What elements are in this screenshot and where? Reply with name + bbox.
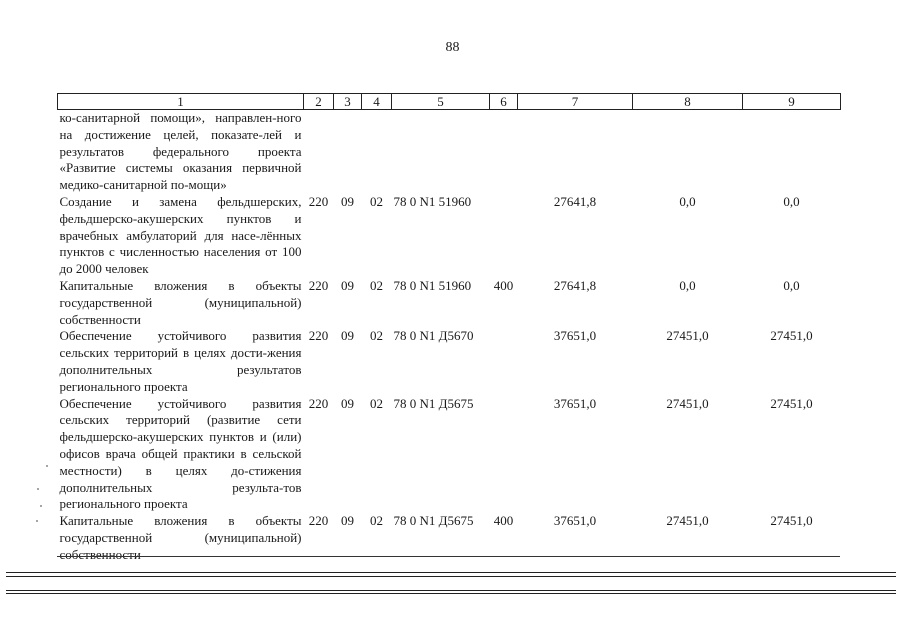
cell-rz: 09 <box>341 513 354 529</box>
cell-vr: 400 <box>493 513 514 529</box>
cell-csr: 78 0 N1 Д5675 <box>393 395 474 411</box>
column-header: 8 <box>633 94 743 110</box>
cell-vr <box>490 194 518 278</box>
horizontal-rule <box>6 576 896 577</box>
cell-amount-8: 0,0 <box>679 193 696 209</box>
cell-vr <box>490 328 518 395</box>
cell-rz: 09 <box>341 193 354 209</box>
cell-amount-8: 27451,0 <box>666 513 709 529</box>
cell-csr: 78 0 N1 51960 <box>393 193 472 209</box>
cell-amount-9 <box>743 110 841 194</box>
column-header: 7 <box>518 94 633 110</box>
row-name: Капитальные вложения в объекты государственной (муниципальной) собственности <box>59 513 302 562</box>
cell-csr <box>392 110 490 194</box>
budget-table <box>57 93 841 564</box>
cell-amount-7: 27641,8 <box>553 277 597 293</box>
table-row <box>58 328 841 395</box>
cell-amount-7: 37651,0 <box>553 395 597 411</box>
column-header: 1 <box>58 94 304 110</box>
cell-amount-9: 27451,0 <box>770 328 813 344</box>
cell-amount-8: 27451,0 <box>666 395 709 411</box>
cell-ved: 220 <box>308 193 329 209</box>
cell-ved <box>304 110 334 194</box>
cell-vr: 400 <box>493 277 514 293</box>
cell-pr: 02 <box>370 277 383 293</box>
row-name: Создание и замена фельдшерских, фельдшерско-акушерских пунктов и врачебных амбулаторий для насе-лённых пунктов с численностью населения от 100 до 2000 человек <box>59 193 302 277</box>
row-name: Капитальные вложения в объекты государственной (муниципальной) собственности <box>59 277 302 327</box>
cell-pr: 02 <box>370 328 383 344</box>
horizontal-rule <box>6 593 896 594</box>
column-header: 4 <box>362 94 392 110</box>
cell-ved: 220 <box>308 277 329 293</box>
cell-rz: 09 <box>341 395 354 411</box>
cell-csr: 78 0 N1 51960 <box>393 277 472 293</box>
cell-rz: 09 <box>341 328 354 344</box>
strike-line <box>57 556 840 557</box>
row-name: Обеспечение устойчивого развития сельских территорий (развитие сети фельдшерско-акушерских пунктов и (или) офисов врача общей практики в сельской местности) в целях до-стижения дополнительных результа-тов регионального проекта <box>59 395 302 512</box>
scan-speck <box>37 488 39 490</box>
table-row <box>58 278 841 328</box>
horizontal-rule <box>6 572 896 573</box>
page-number: 88 <box>445 40 460 55</box>
column-header: 2 <box>304 94 334 110</box>
column-header: 5 <box>392 94 490 110</box>
cell-rz: 09 <box>341 277 354 293</box>
cell-pr: 02 <box>370 395 383 411</box>
table-row <box>58 110 841 194</box>
table-row <box>58 396 841 514</box>
cell-amount-7: 37651,0 <box>553 328 597 344</box>
cell-pr: 02 <box>370 193 383 209</box>
cell-ved: 220 <box>308 513 329 529</box>
cell-amount-7: 27641,8 <box>553 193 597 209</box>
column-header: 6 <box>490 94 518 110</box>
scan-speck <box>36 520 38 522</box>
cell-amount-9: 0,0 <box>783 277 800 293</box>
cell-amount-8 <box>633 110 743 194</box>
scan-speck <box>46 465 48 467</box>
table-row <box>58 194 841 278</box>
cell-amount-9: 27451,0 <box>770 513 813 529</box>
cell-vr <box>490 396 518 514</box>
cell-pr: 02 <box>370 513 383 529</box>
column-header: 3 <box>334 94 362 110</box>
cell-vr <box>490 110 518 194</box>
cell-amount-7 <box>518 110 633 194</box>
cell-csr: 78 0 N1 Д5675 <box>393 513 474 529</box>
horizontal-rule <box>6 590 896 591</box>
header-row <box>58 94 841 110</box>
scan-speck <box>40 505 42 507</box>
cell-pr <box>362 110 392 194</box>
cell-ved: 220 <box>308 328 329 344</box>
cell-amount-9: 0,0 <box>783 193 800 209</box>
cell-rz <box>334 110 362 194</box>
cell-amount-8: 27451,0 <box>666 328 709 344</box>
row-name: ко-санитарной помощи», направлен-ного на достижение целей, показате-лей и результатов федерального проекта «Развитие системы оказания первичной медико-санитарной по-мощи» <box>59 110 302 193</box>
cell-ved: 220 <box>308 395 329 411</box>
cell-csr: 78 0 N1 Д5670 <box>393 328 474 344</box>
cell-amount-9: 27451,0 <box>770 395 813 411</box>
cell-amount-8: 0,0 <box>679 277 696 293</box>
row-name: Обеспечение устойчивого развития сельских территорий в целях дости-жения дополнительных результатов регионального проекта <box>59 328 302 394</box>
cell-amount-7: 37651,0 <box>553 513 597 529</box>
column-header: 9 <box>743 94 841 110</box>
